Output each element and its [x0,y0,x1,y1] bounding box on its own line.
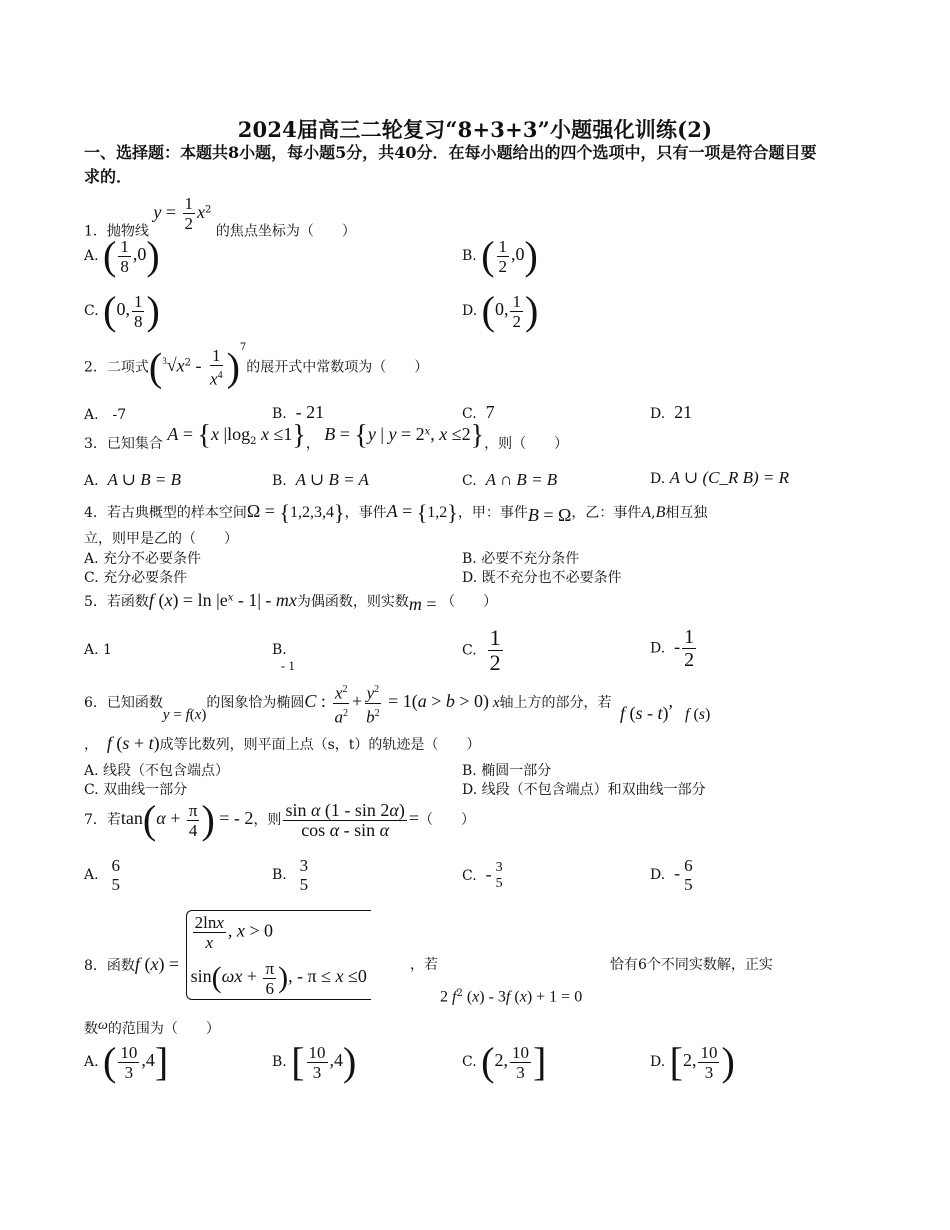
question-5-option-c[interactable]: C. $\frac{1}{2}$ [462,625,501,675]
question-8-stem-tail: 恰有6个不同实数解，正实 [610,957,773,973]
question-4-option-b[interactable]: B. 必要不充分条件 [462,551,580,567]
question-3-option-d[interactable]: D. A ∪ (C_R B) = R [650,468,789,487]
question-8-option-d[interactable]: D. [2, $\frac{10}{3}$ ) [650,1039,735,1084]
question-8-stem: 8．函数f (x) = $\frac{2\ln x}{x}$ , x > 0 sin(ωx + $\frac{\pi}{6}$ ), - π ≤ x ≤0 [84,910,371,1000]
question-2-option-c[interactable]: C. 7 [462,402,495,422]
question-7-option-a[interactable]: A. 6 5 [84,856,120,894]
question-4-option-a[interactable]: A. 充分不必要条件 [84,551,202,567]
question-2-option-d[interactable]: D. 21 [650,402,693,422]
question-6-stem-line1: 6．已知函数y = f(x)的图象恰为椭圆C : $\frac{x^2}{a^2}$ + $\frac{y^2}{b^2}$ = 1(a > b > 0) x轴上方的部分，若 f (s - t),f (s) [84,680,710,726]
question-4-option-c[interactable]: C. 充分必要条件 [84,570,188,586]
question-6-option-a[interactable]: A. 线段（不包含端点） [84,763,230,779]
question-8-option-b[interactable]: B. [ $\frac{10}{3}$ ,4) [272,1039,357,1084]
question-6-option-b[interactable]: B. 椭圆一部分 [462,763,552,779]
question-3-option-c[interactable]: C. A ∩ B = B [462,470,558,489]
question-6-option-c[interactable]: C. 双曲线一部分 [84,782,188,798]
question-3-option-b[interactable]: B. A ∪ B = A [272,470,369,489]
question-1-option-d[interactable]: D. (0, $\frac{1}{2}$ ) [462,288,539,333]
question-4-option-d[interactable]: D. 既不充分也不必要条件 [462,570,622,586]
page-title: 2024届高三二轮复习“8+3+3”小题强化训练(2) [237,117,713,142]
question-8-option-a[interactable]: A. ( $\frac{10}{3}$ ,4] [84,1039,169,1084]
question-8-equation: 2 $f^2$ (x) - 3f (x) + 1 = 0 [440,988,583,1006]
question-2-stem: 2．二项式($^3√x^2$ - $\frac{1}{x^4}$ )$^7$的展开式中常数项为（ ） [84,341,429,390]
section-heading: 一、选择题：本题共8小题，每小题5分，共40分．在每小题给出的四个选项中，只有一项是符合题目要求的． [84,143,817,186]
question-8-option-c[interactable]: C. (2, $\frac{10}{3}$ ] [462,1039,547,1084]
question-5-stem: 5．若函数f $(x) = \ln |e^x - 1|$ - mx为偶函数，则实数m = （ ） [84,590,498,614]
question-1-stem: 1．抛物线 y = $\frac{1}{2}$ $x^2$ 的焦点坐标为（ ） [84,194,356,240]
question-8-stem-line2: 数ω的范围为（ ） [84,1018,220,1037]
question-3-option-a[interactable]: A. A ∪ B = B [84,470,182,489]
question-4-stem-line1: 4．若古典概型的样本空间Ω = {1,2,3,4}，事件A = {1,2}，甲：事件B = Ω，乙：事件A,B相互独 [84,500,708,525]
question-2-option-b[interactable]: B. - 21 [272,402,325,422]
question-1-option-a[interactable]: A. ( $\frac{1}{8}$ ,0) [84,233,160,278]
question-7-stem: 7．若tan(α + $\frac{\pi}{4}$ ) = - 2，则 $\frac{\text{sin α (1 - sin 2α)}}{\text{cos α - sin α}}$ =（ ） [84,797,476,842]
question-7-option-d[interactable]: D. - 6 5 [650,856,693,894]
question-4-stem-line2: 立，则甲是乙的（ ） [84,531,238,547]
question-1-option-b[interactable]: B. ( $\frac{1}{2}$ ,0) [462,233,538,278]
question-2-option-a[interactable]: A. -7 [84,407,127,423]
question-5-option-d[interactable]: D. - $\frac{1}{2}$ [650,626,695,671]
question-6-stem-line2: ， f (s + t)成等比数列，则平面上点（s，t）的轨迹是（ ） [84,733,481,753]
question-5-option-b[interactable]: B.- 1 [272,642,295,673]
question-5-option-a[interactable]: A. 1 [84,642,112,658]
question-6-option-d[interactable]: D. 线段（不包含端点）和双曲线一部分 [462,782,706,798]
question-8-stem-if: ，若 [410,957,438,973]
question-3-stem: 3．已知集合 A = {x $|\log_2$ x ≤1}， B = {y | $y = 2^x$, x ≤2}，则（ ） [84,420,569,452]
question-1-option-c[interactable]: C. (0, $\frac{1}{8}$ ) [84,288,160,333]
question-7-option-c[interactable]: C. - 3 5 [462,860,503,891]
question-7-option-b[interactable]: B. 3 5 [272,856,309,894]
